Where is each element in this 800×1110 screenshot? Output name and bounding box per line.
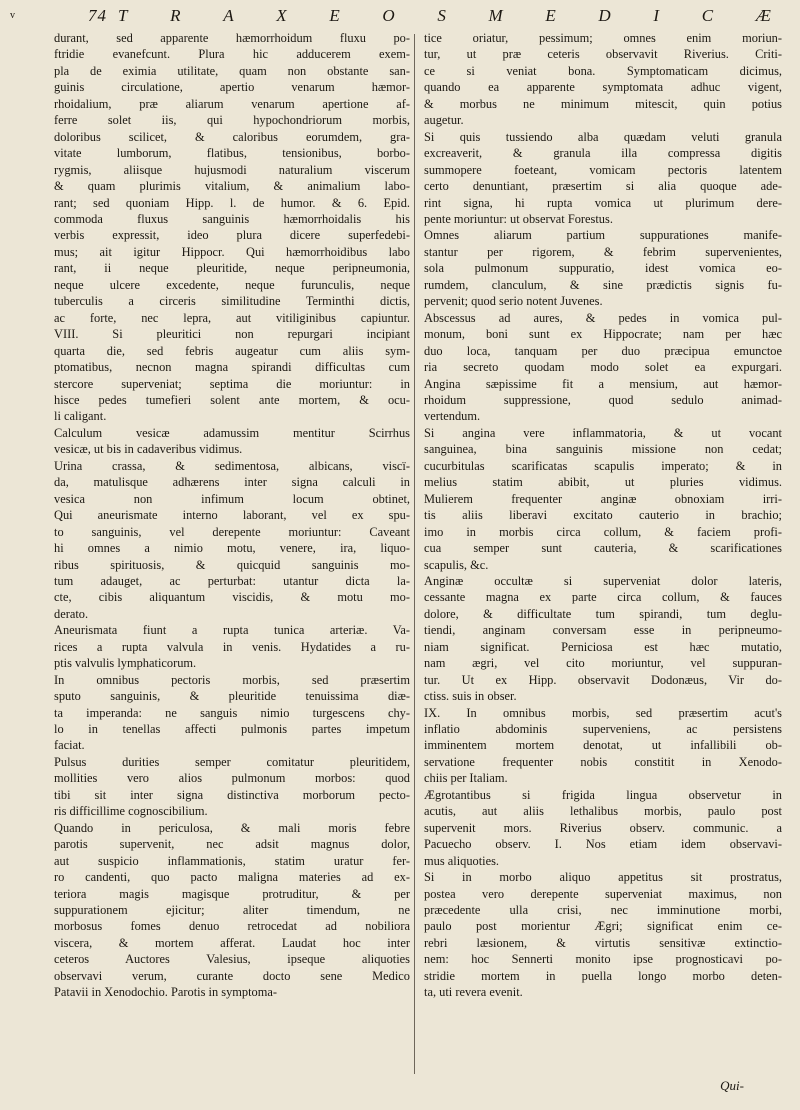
text-line: tis aliis liberavi excitato cauterio in brachio;	[424, 508, 782, 523]
text-line: lo in tenellas affecti pulmonis partes impetum	[54, 722, 410, 737]
text-line: ceteros Auctores Valesius, ipseque aliquoties	[54, 952, 410, 967]
text-line: VIII. Si pleuritici non repurgari incipiant	[54, 327, 410, 342]
text-line: teriora magis magisque protruditur, & per	[54, 886, 410, 901]
text-line: IX. In omnibus morbis, sed præsertim acut's	[424, 705, 782, 720]
text-line: rant; sed quoniam Hipp. l. de humor. & 6. Epid.	[54, 195, 410, 210]
text-line: Omnes aliarum partium suppurationes manife-	[424, 228, 782, 243]
text-line: verbis expressit, ideo plura dicere superfedebi-	[54, 228, 410, 243]
text-line: hi omnes a nimio motu, venere, ira, liquo-	[54, 541, 410, 556]
text-line: to sanguinis, vel derepente moriuntur: Caveant	[54, 524, 410, 539]
text-line: Si in morbo aliquo appetitus sit prostratus,	[424, 870, 782, 885]
text-line: ta imperanda: ne sanguis nimio turgescens chy-	[54, 705, 410, 720]
text-line: cte, cibis aliquantum viscidis, & motu mo-	[54, 590, 410, 605]
text-line: & morbus ne minimum mitescit, quin potius	[424, 96, 782, 111]
running-title-letter: S	[437, 6, 447, 25]
text-line: Urina crassa, & sedimentosa, albicans, viscï-	[54, 458, 410, 473]
text-line: excreaverit, & granula illa compressa digitis	[424, 146, 782, 161]
running-title-letter: D	[598, 6, 612, 25]
text-line: derato.	[54, 606, 89, 621]
text-line: li caligant.	[54, 409, 107, 424]
text-line: nem: hoc Sennerti monito ipse prognosticavi po-	[424, 952, 782, 967]
text-line: acutis, aut aliis lethalibus morbis, paulo post	[424, 804, 782, 819]
text-line: Pulsus durities semper comitatur pleuritidem,	[54, 754, 410, 769]
text-line: mus; ait igitur Hippocr. Qui hæmorrhoidibus labo	[54, 244, 410, 259]
text-line: pla de eximia utilitate, quam non obstante san-	[54, 63, 410, 78]
text-line: tur, ut præ ceteris observavit Riverius. Criti-	[424, 47, 782, 62]
text-line: sputo sanguinis, & pleuritide tenuissima diæ-	[54, 689, 410, 704]
text-line: dolore, & difficultate tum spirandi, tum deglu-	[424, 606, 782, 621]
text-line: mollities vero alios pulmonum morbos: quod	[54, 771, 410, 786]
text-line: stridie mortem in puella longo morbo deten-	[424, 968, 782, 983]
text-line: augetur.	[424, 113, 464, 128]
running-title-letter: O	[382, 6, 396, 25]
text-line: præcedente ulla crisi, nec imminutione morbi,	[424, 903, 782, 918]
text-line: faciat.	[54, 738, 85, 753]
text-line: rhoidum suppressione, quod sedulo animad-	[424, 392, 782, 407]
text-line: vitate lumborum, flatibus, tensionibus, borbo-	[54, 146, 410, 161]
text-line: ftridie evanefcunt. Plura hic adducerem exem-	[54, 47, 410, 62]
text-line: monum, boni sunt ex Hippocrate; nam per hæc	[424, 327, 782, 342]
text-line: cucurbitulas scarificatas scapulis imperato; & in	[424, 458, 782, 473]
text-line: ferre solet iis, qui hypochondriorum morbis,	[54, 113, 410, 128]
text-line: In omnibus pectoris morbis, sed præsertim	[54, 672, 410, 687]
text-line: niam significat. Perniciosa est hæc mutatio,	[424, 639, 782, 654]
text-line: Calculum vesicæ adamussim mentitur Scirrhus	[54, 425, 410, 440]
text-line: quarta die, sed febris augeatur cum aliis sym-	[54, 343, 410, 358]
text-line: servatione frequenter nobis constitit in Xenodo-	[424, 754, 782, 769]
text-line: aut suspicio inflammationis, statim uratur fer-	[54, 853, 410, 868]
running-title	[118, 6, 772, 26]
text-line: Patavii in Xenodochio. Parotis in symptoma-	[54, 985, 278, 1000]
text-line: ptomatibus, necnon magna spirandi difficultas cum	[54, 360, 410, 375]
text-line: Si angina vere inflammatoria, & ut vocant	[424, 425, 782, 440]
running-title-letter: A	[223, 6, 235, 25]
running-title-letter: R	[170, 6, 182, 25]
text-line: tice oriatur, pessimum; omnes enim moriun-	[424, 31, 782, 45]
text-line: rint signa, hi rupta vomica ut plurimum dere-	[424, 195, 782, 210]
text-line: ris difficillime cognoscibilium.	[54, 804, 208, 819]
text-line: Ægrotantibus si frigida lingua observetur in	[424, 787, 782, 802]
text-line: quando ea apparente symptomata adhuc vigent,	[424, 80, 782, 95]
text-line: tibi sit inter signa distinctiva morborum pecto-	[54, 787, 410, 802]
running-title-letter: X	[276, 6, 288, 25]
text-line: stercore superveniat; septima die moriuntur: in	[54, 376, 410, 391]
text-line: inflatio abdominis superveniens, ac persistens	[424, 722, 782, 737]
text-line: Anginæ occultæ si superveniat dolor lateris,	[424, 573, 782, 588]
text-line: imo in morbis circa collum, & faciem profi-	[424, 524, 782, 539]
text-line: tiendi, anginam conversam esse in peripneumo-	[424, 623, 782, 638]
text-line: vesica non infimum locum obtinet,	[54, 491, 410, 506]
text-line: Pacuecho observ. I. Nos etiam idem observavi-	[424, 837, 782, 852]
text-line: tum adauget, ac perturbat: utantur dicta la-	[54, 573, 410, 588]
text-line: ta, uti revera evenit.	[424, 985, 523, 1000]
text-line: postea vero derepente superveniat maximus, non	[424, 886, 782, 901]
text-line: Angina sæpissime fit a mensium, aut hæmor-	[424, 376, 782, 391]
text-line: supervenit mors. Riverius observ. communic. a	[424, 820, 782, 835]
text-line: certo denuntiant, præsertim si alia quoque ade-	[424, 179, 782, 194]
text-line: summopere foeteant, vomicam pectoris latentem	[424, 162, 782, 177]
text-line: neque ulcere excedente, neque furunculis, neque	[54, 277, 410, 292]
text-line: rygmis, aliisque hujusmodi naturalium viscerum	[54, 162, 410, 177]
column-rule	[414, 34, 415, 1074]
right-text-column	[424, 30, 782, 1001]
text-line: tur. Ut ex Hipp. observavit Dodonæus, Vir do-	[424, 672, 782, 687]
catchword: Qui-	[720, 1078, 744, 1093]
text-line: vesicæ, ut bis in cadaveribus vidimus.	[54, 442, 243, 457]
text-line: ria secreto quodam modo solet ea expurgari.	[424, 360, 782, 375]
text-line: Qui aneurismate interno laborant, vel ex spu-	[54, 508, 410, 523]
text-line: viscera, & mortem afferat. Laudat hoc inter	[54, 935, 410, 950]
gutter-mark: v	[10, 10, 15, 21]
text-line: Quando in periculosa, & mali moris febre	[54, 820, 410, 835]
text-line: hisce pedes tumefieri solent ante mortem, & ocu-	[54, 392, 410, 407]
text-line: ro candenti, quo pacto maligna materies ad ex-	[54, 870, 410, 885]
text-line: observavi verum, curante docto sene Medico	[54, 968, 410, 983]
text-line: paulo post morientur Ægri; significat enim ce-	[424, 919, 782, 934]
text-line: suppurationem ejicitur; aliter timendum, ne	[54, 903, 410, 918]
text-line: ptis valvulis lymphaticorum.	[54, 656, 197, 671]
page-number: 74	[88, 6, 107, 25]
text-line: ce si veniat bona. Symptomaticam dicimus,	[424, 63, 782, 78]
text-line: stantur per rigorem, & febrim supervenientes,	[424, 244, 782, 259]
text-line: sola pulmonum suppuratio, idest vomica eo-	[424, 261, 782, 276]
text-line: durant, sed apparente hæmorrhoidum fluxu po-	[54, 31, 410, 45]
text-line: pervenit; quod serio notent Juvenes.	[424, 294, 603, 309]
text-line: ctiss. suis in obser.	[424, 689, 517, 704]
text-line: ribus spirituosis, & quicquid sanguinis mo-	[54, 557, 410, 572]
text-line: morbosus fomes denuo retrocedat ad nobiliora	[54, 919, 410, 934]
text-line: imminentem mortem denotat, ut infallibili ob-	[424, 738, 782, 753]
left-text-column	[54, 30, 410, 1001]
text-line: Abscessus ad aures, & pedes in vomica pul-	[424, 310, 782, 325]
text-line: rumdem, clanculum, & sine prædictis signis fu-	[424, 277, 782, 292]
text-line: commoda fluxus sanguinis hæmorrhoidalis his	[54, 211, 410, 226]
text-line: doloribus scilicet, & caloribus eorumdem, gra-	[54, 129, 410, 144]
text-line: scapulis, &c.	[424, 557, 489, 572]
text-line: guinis circulatione, apertio venarum hæmor-	[54, 80, 410, 95]
text-line: duo loca, tanquam per duo præcipua emunctoe	[424, 343, 782, 358]
text-line: parotis supervenit, nec adsit magnus dolor,	[54, 837, 410, 852]
text-line: rhoidalium, præ aliarum venarum apertione af-	[54, 96, 410, 111]
text-line: rices a rupta valvula in venis. Hydatides a ru-	[54, 639, 410, 654]
text-line: cessante magna ex parte circa collum, & fauces	[424, 590, 782, 605]
running-title-letter: E	[329, 6, 341, 25]
running-title-letter: I	[653, 6, 661, 25]
running-title-letter: M	[488, 6, 504, 25]
text-line: da, matulisque adhærens inter signa calculi in	[54, 475, 410, 490]
text-line: melius statim abibit, ut pluries vidimus.	[424, 475, 782, 490]
page-header	[28, 6, 772, 28]
text-line: rant, ii neque pleuritide, neque peripneumonia,	[54, 261, 410, 276]
running-title-letter: C	[701, 6, 715, 25]
text-line: & quam plurimis vitalium, & animalium labo-	[54, 179, 410, 194]
text-line: nam ægri, vel cito moriuntur, vel suppuran-	[424, 656, 782, 671]
running-title-letter: Æ	[755, 6, 772, 25]
text-line: sanguinea, bina sanguinis missione non cedat;	[424, 442, 782, 457]
text-line: vertendum.	[424, 409, 481, 424]
text-line: Si quis tussiendo alba quædam veluti granula	[424, 129, 782, 144]
text-line: chiis per Italiam.	[424, 771, 508, 786]
text-line: Mulierem frequenter anginæ obnoxiam irri-	[424, 491, 782, 506]
text-line: cua semper sunt cauteria, & scarificationes	[424, 541, 782, 556]
running-title-letter: E	[545, 6, 557, 25]
text-line: tuberculis a circeris similitudine Terminthi dictis,	[54, 294, 410, 309]
running-title-letter: T	[118, 6, 129, 25]
text-line: ac forte, nec lepra, aut vitiliginibus capiuntur.	[54, 310, 410, 325]
text-line: mus aliquoties.	[424, 853, 500, 868]
text-line: pente moriuntur: ut observat Forestus.	[424, 211, 613, 226]
text-line: rebri læsionem, & virtutis sensitivæ extinctio-	[424, 935, 782, 950]
text-line: Aneurismata fiunt a rupta tunica arteriæ. Va-	[54, 623, 410, 638]
